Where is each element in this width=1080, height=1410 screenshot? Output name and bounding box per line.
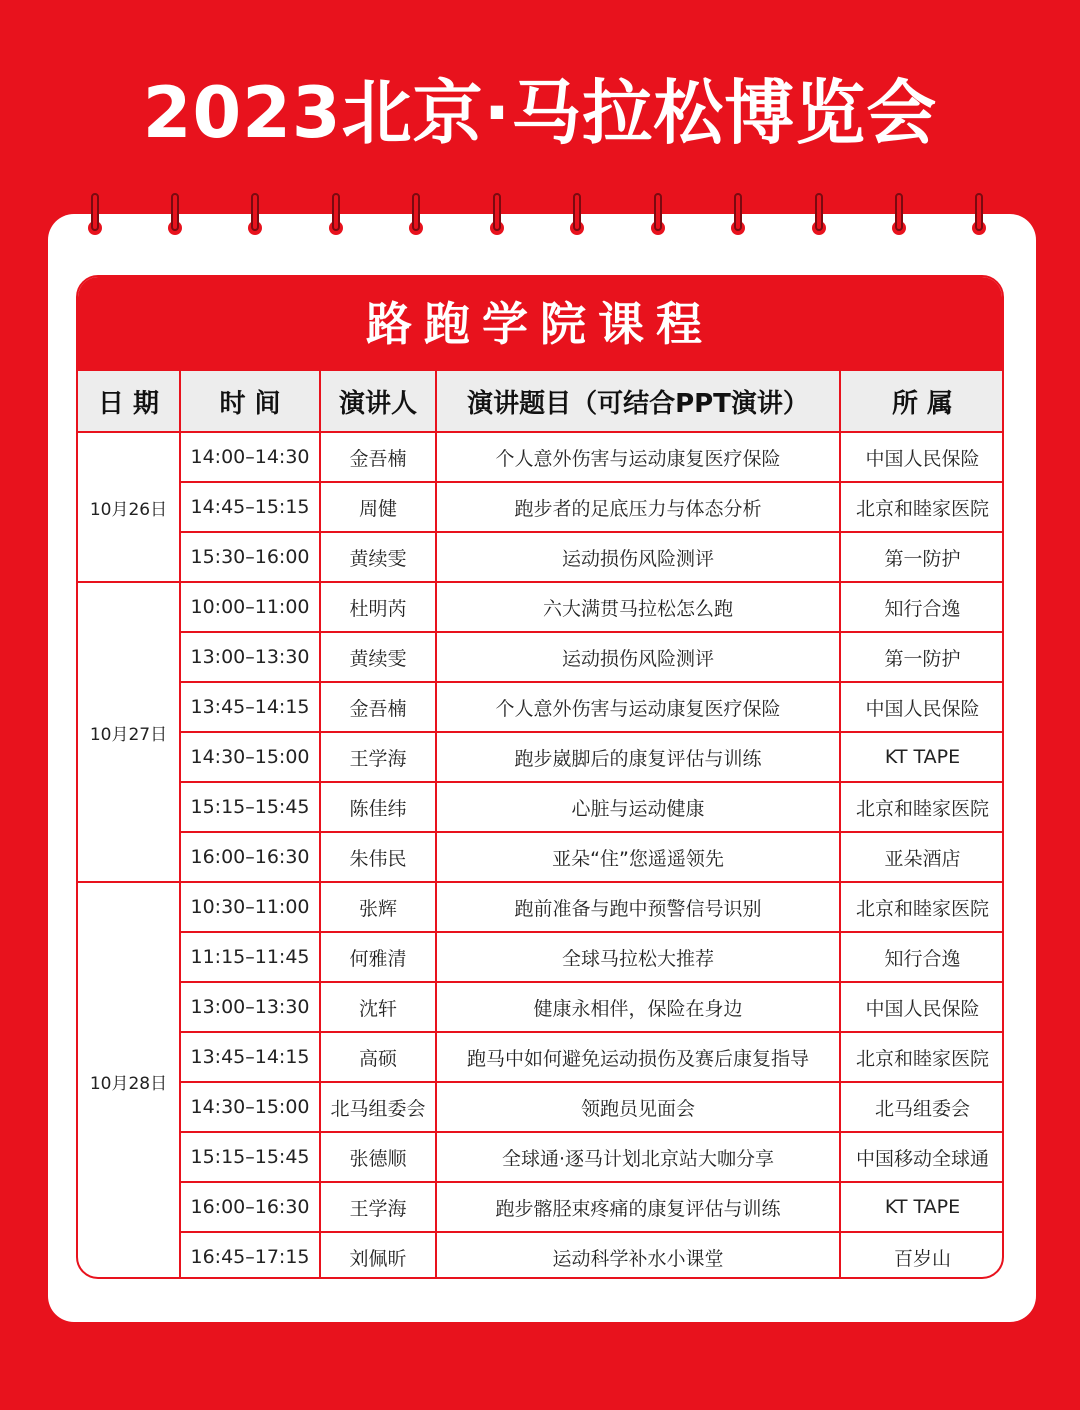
speaker-cell: 杜明芮: [320, 582, 436, 632]
table-row: [78, 1232, 1004, 1279]
org-cell: 第一防护: [840, 532, 1004, 582]
speaker-cell: 王学海: [320, 1182, 436, 1232]
column-header-time: 时 间: [180, 371, 320, 432]
time-cell: 14:00–14:30: [180, 432, 320, 482]
speaker-cell: 张辉: [320, 882, 436, 932]
table-header-row: [78, 371, 1004, 432]
time-cell: 14:30–15:00: [180, 732, 320, 782]
speaker-cell: 王学海: [320, 732, 436, 782]
time-cell: 13:45–14:15: [180, 1032, 320, 1082]
time-cell: 10:30–11:00: [180, 882, 320, 932]
org-cell: 中国人民保险: [840, 682, 1004, 732]
binder-ring-icon: [168, 193, 182, 243]
topic-cell: 健康永相伴，保险在身边: [436, 982, 840, 1032]
table-row: [78, 732, 1004, 782]
binder-ring-icon: [651, 193, 665, 243]
table-row: [78, 1082, 1004, 1132]
speaker-cell: 何雅清: [320, 932, 436, 982]
table-row: [78, 582, 1004, 632]
column-header-speaker: 演讲人: [320, 371, 436, 432]
binder-ring-icon: [329, 193, 343, 243]
table-row: [78, 1132, 1004, 1182]
org-cell: 百岁山: [840, 1232, 1004, 1279]
topic-cell: 运动损伤风险测评: [436, 532, 840, 582]
topic-cell: 心脏与运动健康: [436, 782, 840, 832]
topic-cell: 全球通·逐马计划北京站大咖分享: [436, 1132, 840, 1182]
speaker-cell: 周健: [320, 482, 436, 532]
speaker-cell: 朱伟民: [320, 832, 436, 882]
org-cell: KT TAPE: [840, 1182, 1004, 1232]
column-header-date: 日 期: [78, 371, 180, 432]
time-cell: 16:45–17:15: [180, 1232, 320, 1279]
topic-cell: 跑步者的足底压力与体态分析: [436, 482, 840, 532]
speaker-cell: 陈佳纬: [320, 782, 436, 832]
topic-cell: 全球马拉松大推荐: [436, 932, 840, 982]
speaker-cell: 金吾楠: [320, 682, 436, 732]
table-row: [78, 882, 1004, 932]
schedule-panel: [76, 275, 1004, 1279]
topic-cell: 跑步崴脚后的康复评估与训练: [436, 732, 840, 782]
table-row: [78, 632, 1004, 682]
time-cell: 14:30–15:00: [180, 1082, 320, 1132]
topic-cell: 跑马中如何避免运动损伤及赛后康复指导: [436, 1032, 840, 1082]
time-cell: 15:15–15:45: [180, 1132, 320, 1182]
time-cell: 13:45–14:15: [180, 682, 320, 732]
date-cell: 10月26日: [78, 432, 180, 582]
topic-cell: 运动科学补水小课堂: [436, 1232, 840, 1279]
table-row: [78, 1182, 1004, 1232]
binder-ring-icon: [490, 193, 504, 243]
table-row: [78, 432, 1004, 482]
org-cell: 中国人民保险: [840, 982, 1004, 1032]
topic-cell: 个人意外伤害与运动康复医疗保险: [436, 682, 840, 732]
time-cell: 11:15–11:45: [180, 932, 320, 982]
org-cell: KT TAPE: [840, 732, 1004, 782]
speaker-cell: 沈轩: [320, 982, 436, 1032]
speaker-cell: 张德顺: [320, 1132, 436, 1182]
org-cell: 知行合逸: [840, 582, 1004, 632]
time-cell: 10:00–11:00: [180, 582, 320, 632]
time-cell: 15:15–15:45: [180, 782, 320, 832]
panel-title: 路跑学院课程: [78, 277, 1002, 371]
time-cell: 15:30–16:00: [180, 532, 320, 582]
time-cell: 16:00–16:30: [180, 1182, 320, 1232]
binder-ring-icon: [972, 193, 986, 243]
table-row: [78, 532, 1004, 582]
speaker-cell: 金吾楠: [320, 432, 436, 482]
page-title: 2023北京·马拉松博览会: [142, 72, 938, 154]
topic-cell: 跑步髂胫束疼痛的康复评估与训练: [436, 1182, 840, 1232]
topic-cell: 运动损伤风险测评: [436, 632, 840, 682]
table-row: [78, 1032, 1004, 1082]
binder-ring-icon: [570, 193, 584, 243]
binder-ring-icon: [88, 193, 102, 243]
org-cell: 北马组委会: [840, 1082, 1004, 1132]
table-row: [78, 932, 1004, 982]
org-cell: 北京和睦家医院: [840, 1032, 1004, 1082]
time-cell: 13:00–13:30: [180, 632, 320, 682]
time-cell: 13:00–13:30: [180, 982, 320, 1032]
speaker-cell: 黄续雯: [320, 532, 436, 582]
org-cell: 知行合逸: [840, 932, 1004, 982]
binder-ring-icon: [812, 193, 826, 243]
org-cell: 中国人民保险: [840, 432, 1004, 482]
speaker-cell: 刘佩昕: [320, 1232, 436, 1279]
column-header-org: 所 属: [840, 371, 1004, 432]
topic-cell: 亚朵“住”您遥遥领先: [436, 832, 840, 882]
table-row: [78, 832, 1004, 882]
column-header-topic: 演讲题目（可结合PPT演讲）: [436, 371, 840, 432]
org-cell: 亚朵酒店: [840, 832, 1004, 882]
topic-cell: 六大满贯马拉松怎么跑: [436, 582, 840, 632]
table-row: [78, 482, 1004, 532]
org-cell: 北京和睦家医院: [840, 782, 1004, 832]
binder-ring-icon: [409, 193, 423, 243]
time-cell: 16:00–16:30: [180, 832, 320, 882]
table-row: [78, 982, 1004, 1032]
topic-cell: 领跑员见面会: [436, 1082, 840, 1132]
topic-cell: 跑前准备与跑中预警信号识别: [436, 882, 840, 932]
binder-ring-icon: [731, 193, 745, 243]
binder-ring-icon: [892, 193, 906, 243]
speaker-cell: 高硕: [320, 1032, 436, 1082]
date-cell: 10月27日: [78, 582, 180, 882]
schedule-table: [78, 371, 1004, 1279]
org-cell: 中国移动全球通: [840, 1132, 1004, 1182]
topic-cell: 个人意外伤害与运动康复医疗保险: [436, 432, 840, 482]
org-cell: 北京和睦家医院: [840, 882, 1004, 932]
speaker-cell: 北马组委会: [320, 1082, 436, 1132]
table-row: [78, 682, 1004, 732]
time-cell: 14:45–15:15: [180, 482, 320, 532]
speaker-cell: 黄续雯: [320, 632, 436, 682]
org-cell: 第一防护: [840, 632, 1004, 682]
binder-ring-icon: [248, 193, 262, 243]
date-cell: 10月28日: [78, 882, 180, 1279]
org-cell: 北京和睦家医院: [840, 482, 1004, 532]
table-row: [78, 782, 1004, 832]
